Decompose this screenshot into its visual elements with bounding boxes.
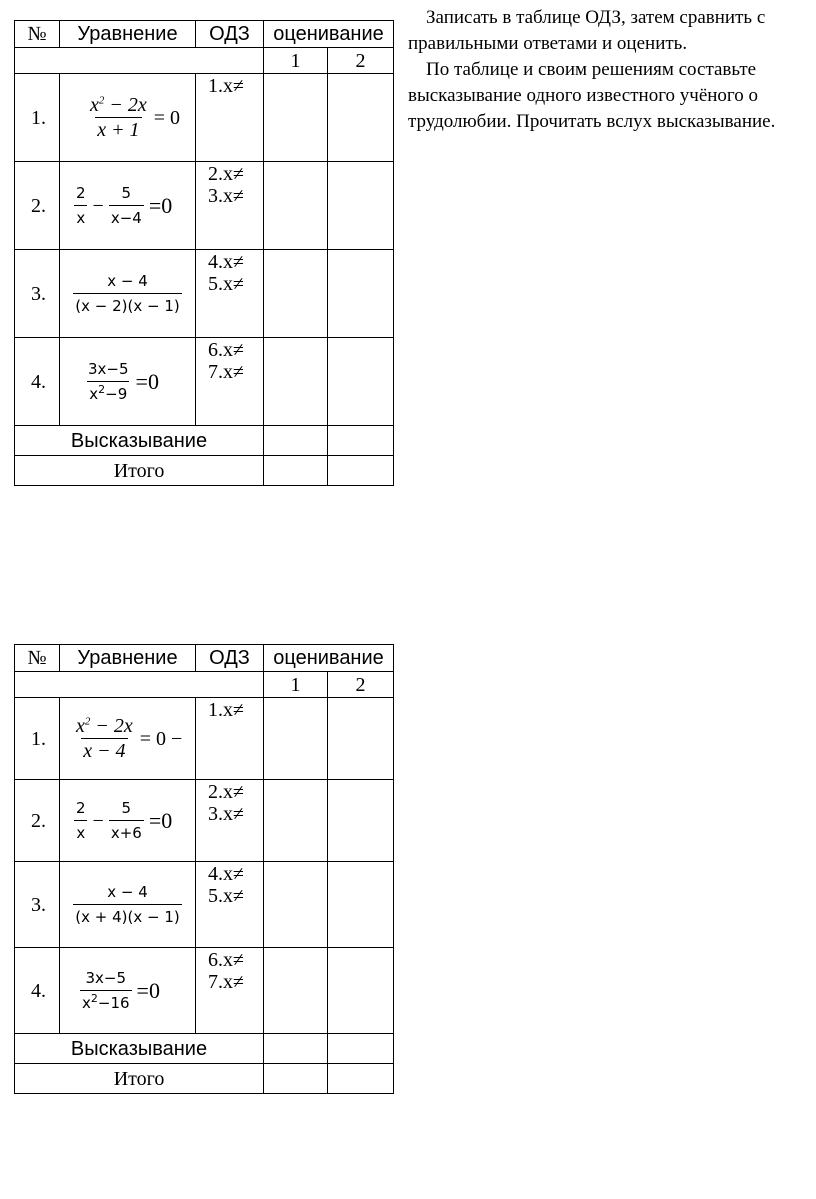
grade-cell[interactable] <box>264 948 328 1034</box>
grade-cell[interactable] <box>264 456 328 486</box>
grade-cell[interactable] <box>328 338 394 426</box>
grade-cell[interactable] <box>328 780 394 862</box>
grade-cell[interactable] <box>264 698 328 780</box>
grade-cell[interactable] <box>264 426 328 456</box>
header-col-1: 1 <box>264 48 328 74</box>
header-equation: Уравнение <box>60 21 196 48</box>
odz-table-1 <box>14 20 394 486</box>
grade-cell[interactable] <box>328 162 394 250</box>
statement-label: Высказывание <box>15 1034 264 1064</box>
table-row: 4. $\frac{3x-5}{x^2-16}$ =0 6.x≠ 7.x≠ <box>15 948 394 1034</box>
equation-1: $\frac{x^2 - 2x}{x + 1}$ = 0 <box>60 74 196 162</box>
header-odz: ОДЗ <box>196 645 264 672</box>
grade-cell[interactable] <box>328 1064 394 1094</box>
table-row: 4. $\frac{3x-5}{x^2-9}$ =0 6.x≠ 7.x≠ <box>15 338 394 426</box>
header-num: № <box>15 645 60 672</box>
grade-cell[interactable] <box>264 1034 328 1064</box>
grade-cell[interactable] <box>328 426 394 456</box>
equation-4: $\frac{3x-5}{x^2-16}$ =0 <box>60 948 196 1034</box>
grade-cell[interactable] <box>328 250 394 338</box>
header-num: № <box>15 21 60 48</box>
table-row: 1. $\frac{x^2 - 2x}{x - 4}$ = 0 − 1.x≠ <box>15 698 394 780</box>
table-row: 3. $\frac{x - 4}{(x + 4)(x - 1)}$ 4.x≠ 5.x≠ <box>15 862 394 948</box>
table-row: 3. $\frac{x - 4}{(x - 2)(x - 1)}$ 4.x≠ 5.x≠ <box>15 250 394 338</box>
equation-4: $\frac{3x-5}{x^2-9}$ =0 <box>60 338 196 426</box>
equation-1: $\frac{x^2 - 2x}{x - 4}$ = 0 − <box>60 698 196 780</box>
grade-cell[interactable] <box>328 74 394 162</box>
grade-cell[interactable] <box>264 74 328 162</box>
instructions <box>408 5 813 135</box>
header-equation: Уравнение <box>60 645 196 672</box>
equation-2: $\frac{2}{x}$ − $\frac{5}{x-4}$ =0 <box>60 162 196 250</box>
total-label: Итого <box>15 456 264 486</box>
instruction-2: По таблице и своим решениям составьте высказывание одного известного учёного о трудолюбии. Прочитать вслух высказывание. <box>408 59 776 132</box>
header-col-2: 2 <box>328 48 394 74</box>
grade-cell[interactable] <box>328 456 394 486</box>
header-grading: оценивание <box>264 21 394 48</box>
grade-cell[interactable] <box>264 780 328 862</box>
grade-cell[interactable] <box>264 338 328 426</box>
grade-cell[interactable] <box>264 250 328 338</box>
header-odz: ОДЗ <box>196 21 264 48</box>
odz-table-2 <box>14 644 394 1094</box>
grade-cell[interactable] <box>328 862 394 948</box>
grade-cell[interactable] <box>328 698 394 780</box>
table-row: 1. $\frac{x^2 - 2x}{x + 1}$ = 0 1.x≠ <box>15 74 394 162</box>
grade-cell[interactable] <box>328 1034 394 1064</box>
grade-cell[interactable] <box>328 948 394 1034</box>
equation-3: $\frac{x - 4}{(x - 2)(x - 1)}$ <box>60 250 196 338</box>
table-row: 2. $\frac{2}{x}$ − $\frac{5}{x-4}$ =0 2.x≠ 3.x≠ <box>15 162 394 250</box>
equation-3: $\frac{x - 4}{(x + 4)(x - 1)}$ <box>60 862 196 948</box>
header-grading: оценивание <box>264 645 394 672</box>
header-col-1: 1 <box>264 672 328 698</box>
statement-label: Высказывание <box>15 426 264 456</box>
equation-2: $\frac{2}{x}$ − $\frac{5}{x+6}$ =0 <box>60 780 196 862</box>
grade-cell[interactable] <box>264 162 328 250</box>
instruction-1: Записать в таблице ОДЗ, затем сравнить с правильными ответами и оценить. <box>408 7 766 54</box>
grade-cell[interactable] <box>264 862 328 948</box>
total-label: Итого <box>15 1064 264 1094</box>
table-row: 2. $\frac{2}{x}$ − $\frac{5}{x+6}$ =0 2.x≠ 3.x≠ <box>15 780 394 862</box>
header-col-2: 2 <box>328 672 394 698</box>
grade-cell[interactable] <box>264 1064 328 1094</box>
